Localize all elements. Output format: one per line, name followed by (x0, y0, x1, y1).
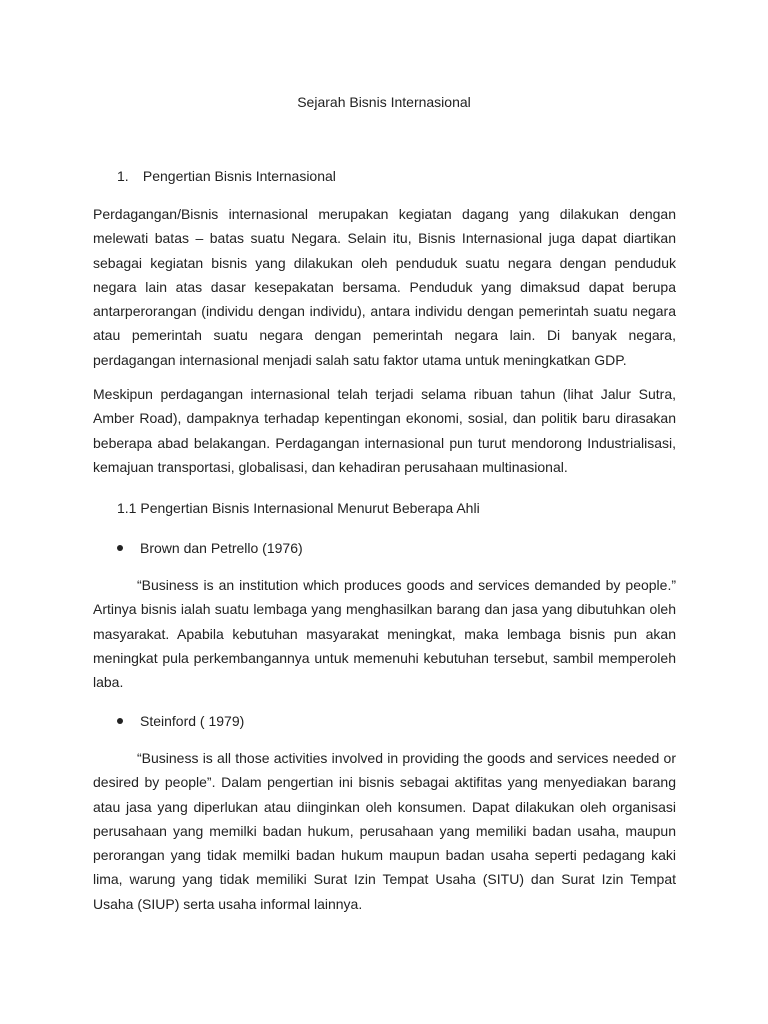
bullet-item-brown-petrello (117, 540, 303, 556)
section-heading-text: Pengertian Bisnis Internasional (142, 168, 336, 184)
section-heading (117, 168, 336, 184)
document-title: Sejarah Bisnis Internasional (297, 94, 471, 110)
subsection-heading: 1.1 Pengertian Bisnis Internasional Menurut Beberapa Ahli (117, 500, 480, 516)
bullet-label: Steinford ( 1979) (140, 713, 245, 729)
bullet-dot-icon (117, 718, 123, 724)
paragraph-brown-petrello: “Business is an institution which produces goods and services demanded by people.” Artinya bisnis ialah suatu lembaga yang menghasilkan barang dan jasa yang dibutuhkan oleh masyarakat. Apabila kebutuhan masyarakat meningkat, maka lembaga bisnis pun akan meningkat pula perkembangannya untuk memenuhi kebutuhan tersebut, sambil memperoleh laba. (93, 577, 676, 691)
bullet-dot-icon (117, 545, 123, 551)
paragraph-history: Meskipun perdagangan internasional telah terjadi selama ribuan tahun (lihat Jalur Sutra, Amber Road), dampaknya terhadap kepentingan ekonomi, sosial, dan politik baru dirasakan beberapa abad belakangan. Perdagangan internasional pun turut mendorong Industrialisasi, kemajuan transportasi, globalisasi, dan kehadiran perusahaan multinasional. (93, 386, 676, 475)
section-number: 1. (117, 168, 129, 184)
bullet-label: Brown dan Petrello (1976) (140, 540, 303, 556)
bullet-item-steinford (117, 713, 244, 729)
paragraph-steinford: “Business is all those activities involved in providing the goods and services needed or desired by people”. Dalam pengertian ini bisnis sebagai aktifitas yang menyediakan barang atau jasa yang diperlukan atau diinginkan oleh konsumen. Dapat dilakukan oleh organisasi perusahaan yang memilki badan hukum, perusahaan yang memiliki badan usaha, maupun perorangan yang tidak memilki badan hukum maupun badan usaha seperti pedagang kaki lima, warung yang tidak memiliki Surat Izin Tempat Usaha (SITU) dan Surat Izin Tempat Usaha (SIUP) serta usaha informal lainnya. (93, 750, 676, 912)
paragraph-definition: Perdagangan/Bisnis internasional merupakan kegiatan dagang yang dilakukan dengan melewati batas – batas suatu Negara. Selain itu, Bisnis Internasional juga dapat diartikan sebagai kegiatan bisnis yang dilakukan oleh penduduk suatu negara dengan penduduk negara lain atas dasar kesepakatan bersama. Penduduk yang dimaksud dapat berupa antarperorangan (individu dengan individu), antara individu dengan pemerintah suatu negara atau pemerintah suatu negara dengan pemerintah negara lain. Di banyak negara, perdagangan internasional menjadi salah satu faktor utama untuk meningkatkan GDP. (93, 206, 676, 368)
